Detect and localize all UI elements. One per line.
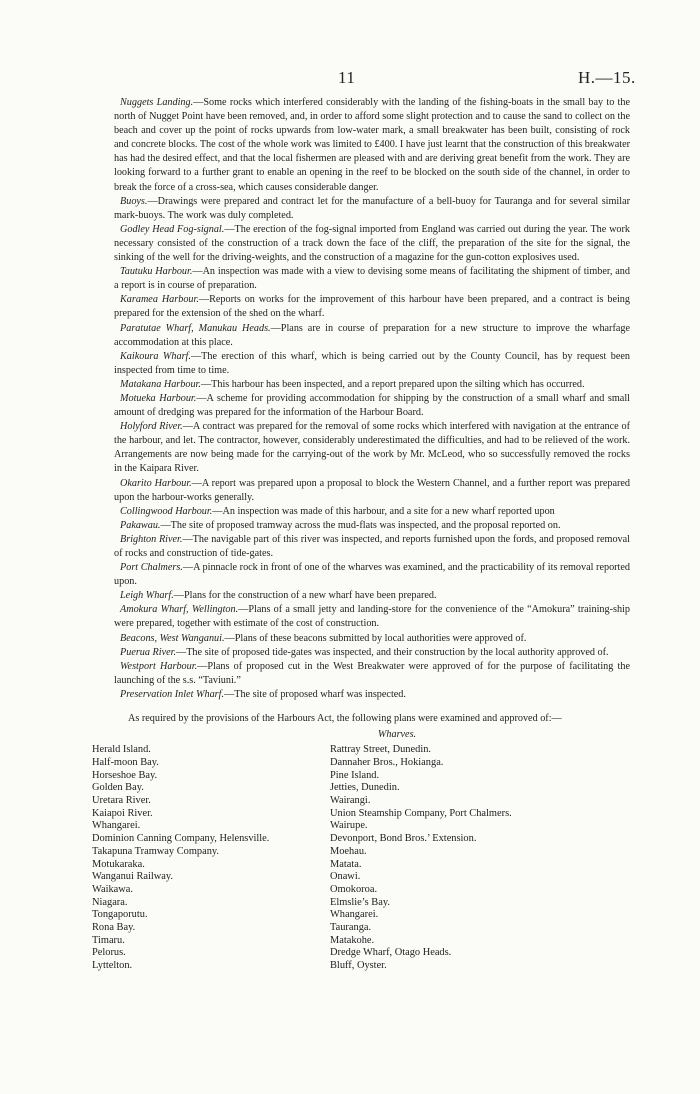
report-paragraph [114,561,630,589]
wharf-list-item: Half-moon Bay. [92,756,159,768]
paragraph-text: —A pinnacle rock in front of one of the wharves was examined, and the practicability of its removal reported upon. [114,562,630,588]
report-paragraph [114,519,630,533]
report-paragraph [114,505,630,519]
wharf-list-item: Rattray Street, Dunedin. [330,744,431,756]
paragraph-text: —The site of proposed wharf was inspected. [224,688,406,700]
wharf-list-item: Niagara. [92,896,128,908]
report-paragraph [114,533,630,561]
paragraph-text: —Plans of a small jetty and landing-store for the convenience of the “Amokura” training-ship were prepared, together with estimate of the cost of construction. [114,604,630,630]
wharf-list-item: Jetties, Dunedin. [330,782,400,794]
paragraph-text: —The navigable part of this river was inspected, and reports furnished upon the fords, and proposed removal of rocks and construction of tide-gates. [114,533,631,559]
paragraph-text: —This harbour has been inspected, and a report prepared upon the silting which has occurred. [200,378,585,390]
wharf-list-item: Whangarei. [92,820,141,832]
report-paragraph [114,646,630,660]
wharf-list-item: Dredge Wharf, Otago Heads. [330,947,452,959]
paragraph-heading: Preservation Inlet Wharf. [120,688,225,700]
wharf-list-item: Tongaporutu. [92,909,148,921]
report-paragraph [114,632,630,646]
wharf-list-item: Timaru. [92,934,125,946]
paragraph-heading: Westport Harbour. [120,660,198,672]
wharf-list-item: Herald Island. [92,744,151,756]
wharf-list-item: Motukaraka. [92,858,145,870]
report-paragraph [114,603,630,631]
paragraph-text: —A report was prepared upon a proposal to block the Western Channel, and a further report was prepared upon the harbour-works generally. [114,477,630,503]
paragraph-heading: Brighton River. [120,533,183,545]
wharf-list-item: Elmslie’s Bay. [330,896,390,908]
wharf-list-item: Pelorus. [92,947,126,959]
wharf-list-item: Horseshoe Bay. [92,769,158,781]
report-paragraph [114,223,630,265]
report-paragraph [114,392,630,420]
wharf-list-item: Matata. [330,858,362,870]
paragraph-text: —The site of proposed tramway across the mud-flats was inspected, and the proposal reported on. [160,519,561,531]
page-number: 11 [338,68,356,87]
paragraph-heading: Beacons, West Wanganui. [120,632,225,644]
paragraph-text: —Reports on works for the improvement of this harbour have been prepared, and a contract is being prepared for the extension of the shed on the wharf. [114,294,630,320]
paragraph-text: —Plans of these beacons submitted by local authorities were approved of. [224,632,527,644]
report-paragraph [114,350,630,378]
report-paragraph [114,660,630,688]
report-paragraph [114,265,630,293]
wharf-list-item: Omokoroa. [330,883,378,895]
report-paragraph [114,96,630,195]
paragraph-text: —Plans of proposed cut in the West Breakwater were approved of for the purpose of facilitating the launching of the s.s. “Taviuni.” [114,660,630,686]
wharf-list-item: Waikawa. [92,883,133,895]
report-paragraph [114,688,630,702]
paragraph-heading: Karamea Harbour. [120,294,199,306]
wharf-list-item: Devonport, Bond Bros.’ Extension. [330,833,477,845]
paragraph-text: —An inspection was made with a view to devising some means of facilitating the shipment of timber, and a report is in course of preparation. [114,266,630,292]
wharf-list-item: Matakohe. [330,934,375,946]
wharves-list [92,744,630,973]
paragraph-text: —The erection of the fog-signal imported from England was carried out during the year. The work necessary consisted of the construction of a track down the face of the cliff, the preparation of the site for the signal, the sinking of the well for the driving-weights, and the construction of a magazine for the gun-cotton explosives used. [114,223,631,264]
wharf-list-item: Pine Island. [330,769,380,781]
paragraph-heading: Kaikoura Wharf. [120,350,191,362]
report-paragraph [114,420,630,476]
paragraph-text: —The erection of this wharf, which is being carried out by the County Council, has by request been inspected from time to time. [114,350,630,376]
wharf-list-item: Takapuna Tramway Company. [92,845,220,857]
paragraph-text: —An inspection was made of this harbour, and a site for a new wharf reported upon [212,505,555,517]
report-body [92,96,631,973]
paragraph-heading: Matakana Harbour. [120,378,201,390]
paragraph-text: —A contract was prepared for the removal of some rocks which interfered with navigation at the entrance of the harbour, and let. The contractor, however, considerably underestimated the difficulties, and had to be relieved of the work. Arrangements are now being made for the carrying-out of the work by Mr. McLeod, who so successfully removed the rocks in the Kaipara River. [114,421,630,475]
wharf-list-item: Tauranga. [330,922,372,934]
report-paragraph [114,378,630,392]
wharf-list-item: Moehau. [330,845,367,857]
paragraph-heading: Amokura Wharf, Wellington. [120,604,239,616]
wharf-list-item: Wanganui Railway. [92,871,174,883]
works-paragraphs [114,96,630,702]
report-paragraph [114,322,630,350]
paragraph-heading: Godley Head Fog-signal. [120,223,225,235]
paragraph-heading: Motueka Harbour. [120,392,197,404]
paragraph-text: —Plans for the construction of a new wharf have been prepared. [173,590,437,602]
wharf-list-item: Onawi. [330,871,361,883]
wharf-list-item: Whangarei. [330,909,379,921]
report-paragraph [114,293,630,321]
wharves-right-column [330,744,620,973]
report-paragraph [114,477,630,505]
harbours-act-intro: As required by the provisions of the Harbours Act, the following plans were examined and approved of:— [128,713,562,725]
paragraph-heading: Port Chalmers. [120,562,183,574]
wharf-list-item: Wairupe. [330,820,368,832]
paragraph-text: —A scheme for providing accommodation for shipping by the construction of a small wharf and small amount of dredging was prepared for the information of the Harbour Board. [114,392,630,419]
paragraph-text: —The site of proposed tide-gates was inspected, and their construction by the local authority approved of. [176,646,609,658]
paragraph-text: —Plans are in course of preparation for a new structure to improve the wharfage accommodation at this place. [114,322,630,348]
report-paragraph [114,195,630,223]
wharf-list-item: Dominion Canning Company, Helensville. [92,833,270,845]
paragraph-text: —Some rocks which interfered considerably with the landing of the fishing-boats in the small bay to the north of Nugget Point have been removed, and, in order to afford some slight protection and to cause the sand to collect on the beach and cover up the point of rocks upwards from low-water mark, a small breakwater has been built, consisting of rock and concrete blocks. The cost of the whole work was limited to £400. I have just learnt that the construction of this breakwater has had the desired effect, and that the local fishermen are pleased with and are deriving great benefit from the work. They are looking forward to a further grant to enable an opening in the reef to be blocked on the south side of the channel, in order to break the force of a cross-sea, which causes considerable danger. [114,97,631,193]
wharves-left-column [92,744,330,973]
paragraph-heading: Buoys. [120,195,148,207]
wharf-list-item: Golden Bay. [92,782,144,794]
report-paragraph [114,589,630,603]
wharf-list-item: Bluff, Oyster. [330,960,387,972]
wharves-heading: Wharves. [377,729,417,741]
wharf-list-item: Kaiapoi River. [92,807,153,819]
paragraph-heading: Leigh Wharf. [120,590,174,602]
wharf-list-item: Union Steamship Company, Port Chalmers. [330,807,512,819]
paragraph-heading: Nuggets Landing. [120,97,194,108]
wharf-list-item: Dannaher Bros., Hokianga. [330,756,444,768]
document-reference: H.—15. [578,68,636,87]
paragraph-text: —Drawings were prepared and contract let for the manufacture of a bell-buoy for Tauranga and for several similar mark-buoys. The work was duly completed. [114,195,630,221]
paragraph-heading: Collingwood Harbour. [120,505,213,517]
paragraph-heading: Okarito Harbour. [120,477,192,489]
wharf-list-item: Rona Bay. [92,922,136,934]
wharf-list-item: Uretara River. [92,795,151,807]
paragraph-heading: Pakawau. [120,519,161,531]
paragraph-heading: Paratutae Wharf, Manukau Heads. [120,322,271,334]
paragraph-heading: Holyford River. [120,421,183,433]
paragraph-heading: Puerua River. [120,646,177,658]
paragraph-heading: Tautuku Harbour. [120,266,193,278]
wharf-list-item: Lyttelton. [92,960,133,972]
wharf-list-item: Wairangi. [330,795,371,807]
